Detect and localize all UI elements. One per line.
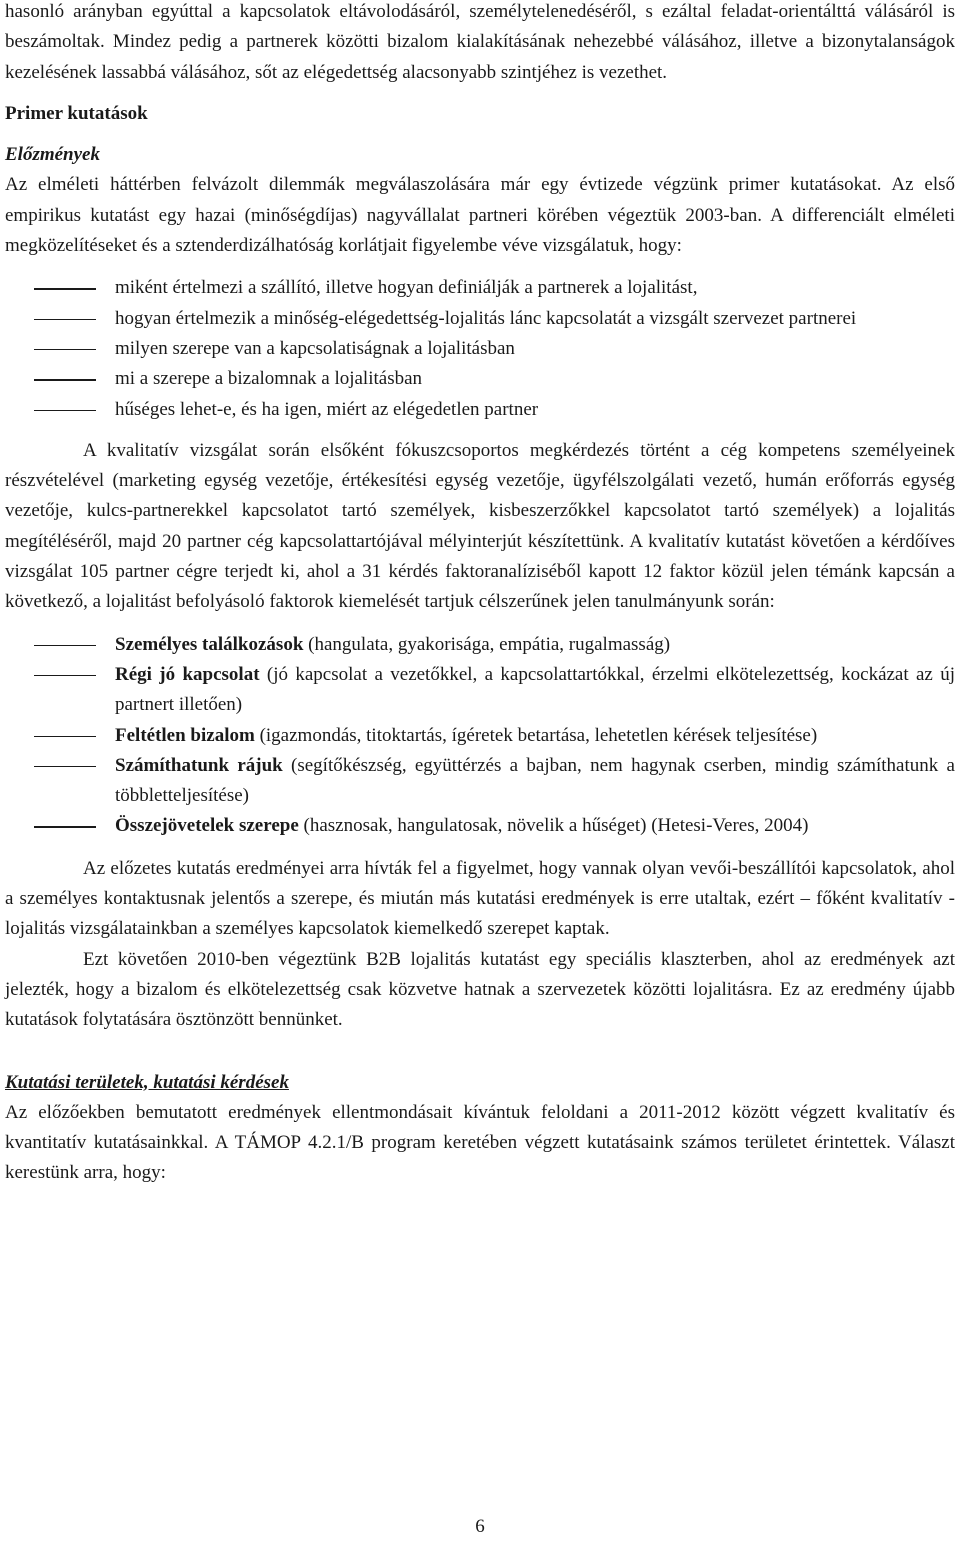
list-item [5,751,955,812]
preliminary-results-paragraph: Az előzetes kutatás eredményei arra hívták fel a figyelmet, hogy vannak olyan vevői-beszállítói kapcsolatok, ahol a személyes kontaktusnak jelentős a szerepe, és miután más kutatási eredmények is erre utaltak, ezért – főként kvalitatív - lojalitás vizsgálatainkban a személyes kapcsolatok kiemelkedő szerepet kaptak. [5,857,955,940]
list-item [5,660,955,721]
subsection-title-elozmenyek: Előzmények [5,144,100,166]
factor-name: Feltétlen bizalom [115,724,255,746]
dash-bullet-icon [34,766,96,767]
subsection-title-research-areas: Kutatási területek, kutatási kérdések [5,1071,289,1093]
research-areas-paragraph: Az előzőekben bemutatott eredmények ellentmondásait kívántuk feloldani a 2011-2012 között végzett kvalitatív és kvantitatív kutatásainkkal. A TÁMOP 4.2.1/B program keretében végzett kutatásaink számos területet érintettek. Választ kerestünk arra, hogy: [5,1101,955,1184]
list-item-text: miként értelmezi a szállító, illetve hogyan definiálják a partnerek a lojalitást, [115,277,698,299]
research-questions-list [5,273,955,424]
list-item [5,364,955,394]
elozmenyek-paragraph: Az elméleti háttérben felvázolt dilemmák megválaszolására már egy évtizede végzünk primer kutatásokat. Az első empirikus kutatást egy hazai (minőségdíjas) nagyvállalat partneri körében végeztük 2003-ban. A differenciált elméleti megközelítéseket és a sztenderdizálhatóság korlátjait figyelembe véve vizsgálatuk, hogy: [5,174,955,257]
factor-detail: (segítőkészség, együttérzés a bajban, nem hagynak cserben, mindig számíthatunk a többletteljesítése) [115,754,955,807]
list-item [5,273,955,303]
dash-bullet-icon [34,349,96,350]
list-item-text: hogyan értelmezik a minőség-elégedettség-lojalitás lánc kapcsolatát a vizsgált szervezet partnerei [115,307,857,329]
factor-name: Számíthatunk rájuk [115,754,283,776]
list-item-text: milyen szerepe van a kapcsolatiságnak a lojalitásban [115,337,515,359]
section-title: Primer kutatások [5,102,148,124]
qualitative-study-paragraph: A kvalitatív vizsgálat során elsőként fókuszcsoportos megkérdezés történt a cég kompetens személyeinek részvételével (marketing egység vezetője, értékesítési egység vezetője, ügyfélszolgálati vezető, humán erőforrás egység vezetője, kulcs-partnerekkel kapcsolatot tartó személyek, kisbeszerzőkkel kapcsolatot tartó személyek) a lojalitás megítéléséről, majd 20 partner cég kapcsolattartójával mélyinterjút készítettünk. A kvalitatív kutatást követően a kérdőíves vizsgálat 105 partner cégre terjedt ki, ahol a 31 kérdés faktoranalíziséből kapott 12 faktor közül jelen témánk kapcsán a következő, a lojalitást befolyásoló faktorok kiemelését tartjuk célszerűnek jelen tanulmányunk során: [5,439,955,613]
factor-name: Személyes találkozások [115,633,304,655]
intro-paragraph: hasonló arányban egyúttal a kapcsolatok eltávolodásáról, személytelenedéséről, s ezáltal feladat-orientálttá válásáról is beszámoltak. Mindez pedig a partnerek közötti bizalom kialakításának nehezebbé válásához, illetve a bizonytalanságok kezelésének lassabbá válásához, sőt az elégedettség alacsonyabb szintjéhez is vezethet. [5,1,955,83]
dash-bullet-icon [34,379,96,380]
list-item [5,304,955,334]
dash-bullet-icon [34,675,96,676]
dash-bullet-icon [34,410,96,411]
page-number: 6 [475,1516,485,1537]
dash-bullet-icon [34,288,96,289]
list-item [5,334,955,364]
factor-detail: (igazmondás, titoktartás, ígéretek betartása, lehetetlen kérések teljesítése) [254,724,818,746]
list-item-text: hűséges lehet-e, és ha igen, miért az elégedetlen partner [115,398,539,420]
list-item [5,630,955,660]
loyalty-factors-list [5,630,955,842]
factor-name: Összejövetelek szerepe [115,815,299,837]
list-item [5,721,955,751]
cluster-study-paragraph: Ezt követően 2010-ben végeztünk B2B lojalitás kutatást egy speciális klaszterben, ahol az eredmények azt jelezték, hogy a bizalom és elkötelezettség csak közvetve hatnak a szervezetek közötti lojalitásra. Ez az eredmény újabb kutatások folytatására ösztönzött bennünket. [5,948,955,1031]
dash-bullet-icon [34,319,96,320]
document-page [5,0,955,1189]
list-item [5,395,955,425]
list-item-text: mi a szerepe a bizalomnak a lojalitásban [115,368,423,390]
dash-bullet-icon [34,736,96,737]
factor-detail: (hasznosak, hangulatosak, növelik a hűséget) (Hetesi-Veres, 2004) [298,815,809,837]
dash-bullet-icon [34,645,96,646]
factor-detail: (hangulata, gyakorisága, empátia, rugalmasság) [303,633,671,655]
dash-bullet-icon [34,826,96,827]
factor-name: Régi jó kapcsolat [115,663,260,685]
list-item [5,811,955,841]
factor-detail: (jó kapcsolat a vezetőkkel, a kapcsolattartókkal, érzelmi elkötelezettség, kockázat az új partnert illetően) [115,663,955,716]
